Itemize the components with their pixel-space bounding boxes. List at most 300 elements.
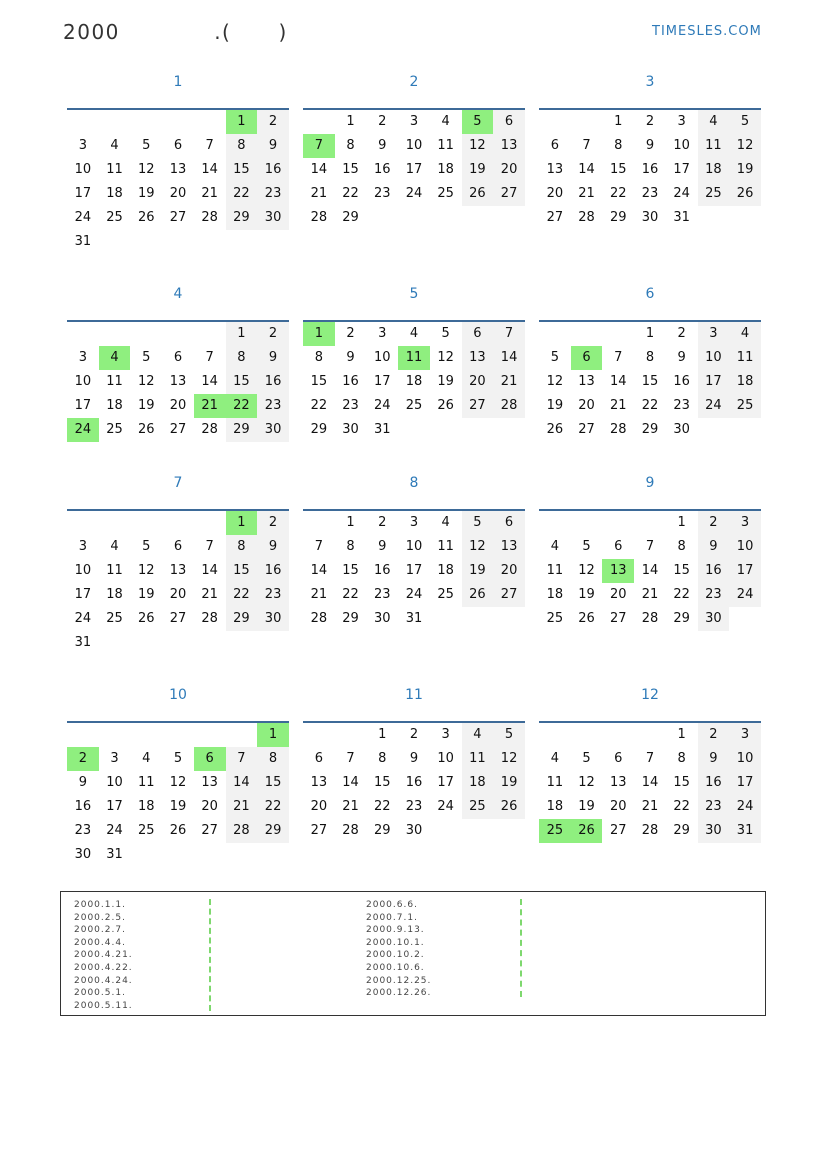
day-cell[interactable]: 27 — [201, 823, 218, 838]
holiday-day-cell[interactable]: 1 — [303, 322, 335, 346]
day-cell[interactable]: 5 — [142, 350, 151, 365]
day-cell[interactable]: 15 — [257, 771, 289, 795]
day-cell[interactable]: 1 — [346, 515, 355, 530]
day-cell[interactable]: 17 — [106, 799, 123, 814]
day-cell[interactable]: 30 — [698, 819, 730, 843]
day-cell[interactable]: 24 — [729, 583, 761, 607]
day-cell[interactable]: 11 — [546, 775, 564, 790]
day-cell[interactable]: 5 — [729, 110, 761, 134]
day-cell[interactable]: 14 — [493, 346, 525, 370]
day-cell[interactable]: 8 — [614, 138, 623, 153]
day-cell[interactable]: 14 — [310, 162, 328, 177]
day-cell[interactable]: 7 — [346, 751, 355, 766]
day-cell[interactable]: 31 — [373, 422, 391, 437]
day-cell[interactable]: 3 — [677, 114, 686, 129]
day-cell[interactable]: 30 — [373, 611, 391, 626]
day-cell[interactable]: 7 — [645, 751, 655, 766]
day-cell[interactable]: 21 — [310, 587, 328, 602]
day-cell[interactable]: 17 — [698, 370, 730, 394]
day-cell[interactable]: 4 — [550, 751, 559, 766]
day-cell[interactable]: 11 — [462, 747, 494, 771]
day-cell[interactable]: 17 — [74, 587, 92, 602]
day-cell[interactable]: 12 — [578, 563, 595, 578]
day-cell[interactable]: 7 — [493, 322, 525, 346]
day-cell[interactable]: 5 — [441, 326, 450, 341]
day-cell[interactable]: 15 — [310, 374, 328, 389]
day-cell[interactable]: 28 — [201, 611, 218, 626]
holiday-day-cell[interactable]: 1 — [226, 511, 258, 535]
day-cell[interactable]: 14 — [310, 563, 328, 578]
day-cell[interactable]: 19 — [546, 398, 564, 413]
day-cell[interactable]: 20 — [310, 799, 328, 814]
day-cell[interactable]: 7 — [314, 539, 323, 554]
day-cell[interactable]: 30 — [342, 422, 359, 437]
day-cell[interactable]: 2 — [378, 515, 387, 530]
day-cell[interactable]: 27 — [493, 182, 525, 206]
day-cell[interactable]: 16 — [74, 799, 92, 814]
day-cell[interactable]: 2 — [378, 114, 387, 129]
day-cell[interactable]: 2 — [257, 511, 289, 535]
day-cell[interactable]: 6 — [550, 138, 559, 153]
day-cell[interactable]: 18 — [462, 771, 494, 795]
day-cell[interactable]: 13 — [609, 775, 627, 790]
day-cell[interactable]: 27 — [546, 210, 564, 225]
day-cell[interactable]: 29 — [673, 823, 690, 838]
day-cell[interactable]: 9 — [78, 775, 87, 790]
holiday-day-cell[interactable]: 13 — [602, 559, 634, 583]
day-cell[interactable]: 22 — [342, 587, 359, 602]
day-cell[interactable]: 23 — [342, 398, 359, 413]
day-cell[interactable]: 24 — [405, 186, 423, 201]
day-cell[interactable]: 30 — [698, 607, 730, 631]
day-cell[interactable]: 27 — [169, 210, 187, 225]
day-cell[interactable]: 8 — [226, 535, 258, 559]
day-cell[interactable]: 16 — [373, 563, 391, 578]
day-cell[interactable]: 12 — [169, 775, 187, 790]
day-cell[interactable]: 24 — [729, 795, 761, 819]
day-cell[interactable]: 21 — [342, 799, 359, 814]
day-cell[interactable]: 18 — [729, 370, 761, 394]
day-cell[interactable]: 6 — [173, 350, 183, 365]
day-cell[interactable]: 14 — [578, 162, 595, 177]
day-cell[interactable]: 8 — [226, 134, 258, 158]
day-cell[interactable]: 10 — [106, 775, 123, 790]
day-cell[interactable]: 27 — [169, 422, 187, 437]
day-cell[interactable]: 25 — [137, 823, 155, 838]
day-cell[interactable]: 25 — [546, 611, 564, 626]
day-cell[interactable]: 29 — [226, 418, 258, 442]
day-cell[interactable]: 29 — [609, 210, 627, 225]
day-cell[interactable]: 28 — [342, 823, 359, 838]
day-cell[interactable]: 19 — [462, 559, 494, 583]
day-cell[interactable]: 21 — [609, 398, 627, 413]
holiday-day-cell[interactable]: 6 — [571, 346, 603, 370]
day-cell[interactable]: 9 — [257, 134, 289, 158]
day-cell[interactable]: 23 — [257, 583, 289, 607]
day-cell[interactable]: 29 — [226, 206, 258, 230]
day-cell[interactable]: 26 — [169, 823, 187, 838]
day-cell[interactable]: 15 — [342, 162, 359, 177]
day-cell[interactable]: 9 — [257, 346, 289, 370]
day-cell[interactable]: 4 — [110, 539, 119, 554]
day-cell[interactable]: 27 — [310, 823, 328, 838]
day-cell[interactable]: 3 — [78, 539, 87, 554]
day-cell[interactable]: 26 — [462, 182, 494, 206]
day-cell[interactable]: 10 — [698, 346, 730, 370]
day-cell[interactable]: 16 — [673, 374, 690, 389]
day-cell[interactable]: 4 — [441, 515, 450, 530]
day-cell[interactable]: 23 — [698, 795, 730, 819]
day-cell[interactable]: 23 — [257, 182, 289, 206]
day-cell[interactable]: 12 — [462, 134, 494, 158]
day-cell[interactable]: 8 — [378, 751, 387, 766]
holiday-day-cell[interactable]: 7 — [303, 134, 335, 158]
day-cell[interactable]: 24 — [74, 611, 92, 626]
day-cell[interactable]: 11 — [437, 138, 454, 153]
day-cell[interactable]: 23 — [257, 394, 289, 418]
day-cell[interactable]: 20 — [462, 370, 494, 394]
day-cell[interactable]: 7 — [614, 350, 623, 365]
day-cell[interactable]: 15 — [226, 370, 258, 394]
day-cell[interactable]: 1 — [226, 322, 258, 346]
day-cell[interactable]: 20 — [493, 559, 525, 583]
day-cell[interactable]: 8 — [346, 138, 355, 153]
day-cell[interactable]: 11 — [106, 563, 123, 578]
day-cell[interactable]: 22 — [609, 186, 627, 201]
day-cell[interactable]: 31 — [106, 847, 123, 862]
day-cell[interactable]: 11 — [729, 346, 761, 370]
day-cell[interactable]: 15 — [641, 374, 659, 389]
day-cell[interactable]: 30 — [641, 210, 659, 225]
day-cell[interactable]: 2 — [257, 110, 289, 134]
day-cell[interactable]: 17 — [729, 771, 761, 795]
day-cell[interactable]: 29 — [226, 607, 258, 631]
day-cell[interactable]: 15 — [226, 158, 258, 182]
day-cell[interactable]: 16 — [257, 158, 289, 182]
day-cell[interactable]: 27 — [578, 422, 595, 437]
day-cell[interactable]: 19 — [578, 799, 595, 814]
day-cell[interactable]: 9 — [409, 751, 419, 766]
day-cell[interactable]: 18 — [437, 162, 454, 177]
day-cell[interactable]: 9 — [677, 350, 686, 365]
holiday-day-cell[interactable]: 1 — [226, 110, 258, 134]
day-cell[interactable]: 6 — [173, 539, 183, 554]
day-cell[interactable]: 25 — [729, 394, 761, 418]
day-cell[interactable]: 26 — [137, 422, 155, 437]
holiday-day-cell[interactable]: 2 — [67, 747, 99, 771]
day-cell[interactable]: 20 — [169, 398, 187, 413]
day-cell[interactable]: 24 — [74, 210, 92, 225]
day-cell[interactable]: 31 — [673, 210, 690, 225]
day-cell[interactable]: 28 — [641, 611, 659, 626]
day-cell[interactable]: 13 — [201, 775, 218, 790]
day-cell[interactable]: 20 — [169, 186, 187, 201]
day-cell[interactable]: 30 — [257, 418, 289, 442]
day-cell[interactable]: 16 — [698, 559, 730, 583]
day-cell[interactable]: 12 — [137, 162, 155, 177]
day-cell[interactable]: 7 — [226, 747, 258, 771]
holiday-day-cell[interactable]: 1 — [257, 723, 289, 747]
day-cell[interactable]: 4 — [729, 322, 761, 346]
day-cell[interactable]: 12 — [729, 134, 761, 158]
day-cell[interactable]: 18 — [106, 186, 123, 201]
day-cell[interactable]: 13 — [310, 775, 328, 790]
day-cell[interactable]: 11 — [698, 134, 730, 158]
day-cell[interactable]: 26 — [137, 611, 155, 626]
day-cell[interactable]: 24 — [373, 398, 391, 413]
day-cell[interactable]: 9 — [257, 535, 289, 559]
day-cell[interactable]: 31 — [405, 611, 423, 626]
day-cell[interactable]: 12 — [137, 374, 155, 389]
day-cell[interactable]: 25 — [106, 422, 123, 437]
day-cell[interactable]: 9 — [698, 535, 730, 559]
day-cell[interactable]: 22 — [673, 587, 690, 602]
day-cell[interactable]: 27 — [462, 394, 494, 418]
day-cell[interactable]: 20 — [493, 158, 525, 182]
day-cell[interactable]: 24 — [437, 799, 454, 814]
day-cell[interactable]: 19 — [137, 398, 155, 413]
day-cell[interactable]: 28 — [310, 611, 328, 626]
day-cell[interactable]: 7 — [205, 138, 214, 153]
day-cell[interactable]: 18 — [137, 799, 155, 814]
day-cell[interactable]: 13 — [169, 563, 187, 578]
day-cell[interactable]: 9 — [378, 539, 387, 554]
day-cell[interactable]: 8 — [314, 350, 323, 365]
day-cell[interactable]: 4 — [550, 539, 559, 554]
day-cell[interactable]: 1 — [645, 326, 655, 341]
day-cell[interactable]: 5 — [142, 138, 151, 153]
day-cell[interactable]: 28 — [201, 422, 218, 437]
day-cell[interactable]: 7 — [645, 539, 655, 554]
day-cell[interactable]: 19 — [493, 771, 525, 795]
day-cell[interactable]: 8 — [257, 747, 289, 771]
day-cell[interactable]: 4 — [698, 110, 730, 134]
day-cell[interactable]: 17 — [373, 374, 391, 389]
day-cell[interactable]: 11 — [437, 539, 454, 554]
day-cell[interactable]: 14 — [342, 775, 359, 790]
day-cell[interactable]: 3 — [729, 511, 761, 535]
day-cell[interactable]: 10 — [729, 535, 761, 559]
day-cell[interactable]: 8 — [226, 346, 258, 370]
day-cell[interactable]: 7 — [205, 350, 214, 365]
holiday-day-cell[interactable]: 25 — [539, 819, 571, 843]
day-cell[interactable]: 22 — [226, 583, 258, 607]
day-cell[interactable]: 10 — [437, 751, 454, 766]
day-cell[interactable]: 2 — [645, 114, 655, 129]
day-cell[interactable]: 17 — [673, 162, 690, 177]
day-cell[interactable]: 5 — [582, 539, 591, 554]
day-cell[interactable]: 3 — [729, 723, 761, 747]
day-cell[interactable]: 16 — [405, 775, 423, 790]
day-cell[interactable]: 25 — [106, 210, 123, 225]
day-cell[interactable]: 6 — [614, 539, 623, 554]
day-cell[interactable]: 10 — [74, 374, 92, 389]
day-cell[interactable]: 28 — [201, 210, 218, 225]
day-cell[interactable]: 21 — [641, 799, 659, 814]
day-cell[interactable]: 13 — [493, 134, 525, 158]
day-cell[interactable]: 4 — [409, 326, 419, 341]
day-cell[interactable]: 23 — [405, 799, 423, 814]
day-cell[interactable]: 14 — [226, 771, 258, 795]
day-cell[interactable]: 6 — [493, 511, 525, 535]
day-cell[interactable]: 19 — [137, 587, 155, 602]
day-cell[interactable]: 29 — [257, 819, 289, 843]
day-cell[interactable]: 6 — [173, 138, 183, 153]
day-cell[interactable]: 23 — [698, 583, 730, 607]
day-cell[interactable]: 14 — [609, 374, 627, 389]
day-cell[interactable]: 3 — [110, 751, 119, 766]
day-cell[interactable]: 16 — [257, 370, 289, 394]
day-cell[interactable]: 12 — [578, 775, 595, 790]
day-cell[interactable]: 18 — [546, 587, 564, 602]
day-cell[interactable]: 3 — [409, 515, 419, 530]
day-cell[interactable]: 24 — [673, 186, 690, 201]
day-cell[interactable]: 10 — [673, 138, 690, 153]
day-cell[interactable]: 16 — [257, 559, 289, 583]
day-cell[interactable]: 25 — [462, 795, 494, 819]
day-cell[interactable]: 1 — [614, 114, 623, 129]
day-cell[interactable]: 23 — [673, 398, 690, 413]
day-cell[interactable]: 12 — [437, 350, 454, 365]
day-cell[interactable]: 12 — [462, 535, 494, 559]
day-cell[interactable]: 22 — [310, 398, 328, 413]
day-cell[interactable]: 3 — [78, 138, 87, 153]
day-cell[interactable]: 2 — [677, 326, 686, 341]
day-cell[interactable]: 3 — [378, 326, 387, 341]
day-cell[interactable]: 5 — [493, 723, 525, 747]
day-cell[interactable]: 2 — [346, 326, 355, 341]
day-cell[interactable]: 23 — [641, 186, 659, 201]
day-cell[interactable]: 25 — [106, 611, 123, 626]
day-cell[interactable]: 19 — [729, 158, 761, 182]
day-cell[interactable]: 11 — [137, 775, 155, 790]
day-cell[interactable]: 16 — [641, 162, 659, 177]
day-cell[interactable]: 4 — [142, 751, 151, 766]
day-cell[interactable]: 20 — [546, 186, 564, 201]
day-cell[interactable]: 24 — [698, 394, 730, 418]
day-cell[interactable]: 7 — [205, 539, 214, 554]
day-cell[interactable]: 5 — [173, 751, 183, 766]
day-cell[interactable]: 20 — [169, 587, 187, 602]
holiday-day-cell[interactable]: 26 — [571, 819, 603, 843]
day-cell[interactable]: 22 — [641, 398, 659, 413]
day-cell[interactable]: 1 — [378, 727, 387, 742]
day-cell[interactable]: 8 — [677, 539, 686, 554]
day-cell[interactable]: 21 — [226, 795, 258, 819]
day-cell[interactable]: 20 — [201, 799, 218, 814]
day-cell[interactable]: 19 — [169, 799, 187, 814]
day-cell[interactable]: 8 — [645, 350, 655, 365]
day-cell[interactable]: 5 — [550, 350, 559, 365]
day-cell[interactable]: 14 — [201, 563, 218, 578]
day-cell[interactable]: 6 — [462, 322, 494, 346]
day-cell[interactable]: 22 — [673, 799, 690, 814]
day-cell[interactable]: 9 — [645, 138, 655, 153]
day-cell[interactable]: 13 — [493, 535, 525, 559]
day-cell[interactable]: 13 — [169, 374, 187, 389]
day-cell[interactable]: 28 — [578, 210, 595, 225]
day-cell[interactable]: 15 — [673, 563, 690, 578]
day-cell[interactable]: 19 — [137, 186, 155, 201]
day-cell[interactable]: 19 — [578, 587, 595, 602]
day-cell[interactable]: 28 — [226, 819, 258, 843]
day-cell[interactable]: 18 — [106, 587, 123, 602]
day-cell[interactable]: 15 — [226, 559, 258, 583]
day-cell[interactable]: 21 — [201, 186, 218, 201]
holiday-day-cell[interactable]: 4 — [99, 346, 131, 370]
day-cell[interactable]: 10 — [405, 138, 423, 153]
day-cell[interactable]: 15 — [373, 775, 391, 790]
day-cell[interactable]: 26 — [546, 422, 564, 437]
day-cell[interactable]: 10 — [405, 539, 423, 554]
day-cell[interactable]: 13 — [169, 162, 187, 177]
day-cell[interactable]: 6 — [314, 751, 323, 766]
day-cell[interactable]: 26 — [493, 795, 525, 819]
day-cell[interactable]: 1 — [677, 515, 686, 530]
day-cell[interactable]: 10 — [74, 563, 92, 578]
day-cell[interactable]: 10 — [74, 162, 92, 177]
day-cell[interactable]: 2 — [698, 723, 730, 747]
day-cell[interactable]: 29 — [641, 422, 659, 437]
day-cell[interactable]: 10 — [729, 747, 761, 771]
day-cell[interactable]: 27 — [169, 611, 187, 626]
day-cell[interactable]: 18 — [546, 799, 564, 814]
day-cell[interactable]: 18 — [698, 158, 730, 182]
holiday-day-cell[interactable]: 21 — [194, 394, 226, 418]
day-cell[interactable]: 29 — [342, 611, 359, 626]
day-cell[interactable]: 3 — [441, 727, 450, 742]
day-cell[interactable]: 20 — [609, 799, 627, 814]
day-cell[interactable]: 3 — [78, 350, 87, 365]
day-cell[interactable]: 20 — [609, 587, 627, 602]
day-cell[interactable]: 4 — [441, 114, 450, 129]
day-cell[interactable]: 9 — [346, 350, 355, 365]
day-cell[interactable]: 30 — [74, 847, 92, 862]
day-cell[interactable]: 1 — [677, 727, 686, 742]
day-cell[interactable]: 10 — [373, 350, 391, 365]
day-cell[interactable]: 1 — [346, 114, 355, 129]
day-cell[interactable]: 14 — [641, 563, 659, 578]
day-cell[interactable]: 21 — [201, 587, 218, 602]
day-cell[interactable]: 23 — [74, 823, 92, 838]
holiday-day-cell[interactable]: 11 — [398, 346, 430, 370]
day-cell[interactable]: 13 — [462, 346, 494, 370]
day-cell[interactable]: 11 — [106, 162, 123, 177]
day-cell[interactable]: 28 — [641, 823, 659, 838]
day-cell[interactable]: 22 — [226, 182, 258, 206]
day-cell[interactable]: 24 — [106, 823, 123, 838]
day-cell[interactable]: 24 — [405, 587, 423, 602]
holiday-day-cell[interactable]: 24 — [67, 418, 99, 442]
day-cell[interactable]: 28 — [310, 210, 328, 225]
day-cell[interactable]: 30 — [673, 422, 690, 437]
day-cell[interactable]: 2 — [698, 511, 730, 535]
day-cell[interactable]: 17 — [405, 162, 423, 177]
day-cell[interactable]: 23 — [373, 186, 391, 201]
day-cell[interactable]: 17 — [729, 559, 761, 583]
day-cell[interactable]: 29 — [342, 210, 359, 225]
day-cell[interactable]: 12 — [493, 747, 525, 771]
day-cell[interactable]: 15 — [673, 775, 690, 790]
day-cell[interactable]: 5 — [462, 511, 494, 535]
day-cell[interactable]: 26 — [578, 611, 595, 626]
day-cell[interactable]: 12 — [546, 374, 564, 389]
day-cell[interactable]: 17 — [437, 775, 454, 790]
day-cell[interactable]: 16 — [342, 374, 359, 389]
day-cell[interactable]: 22 — [373, 799, 391, 814]
day-cell[interactable]: 3 — [698, 322, 730, 346]
day-cell[interactable]: 25 — [437, 186, 454, 201]
